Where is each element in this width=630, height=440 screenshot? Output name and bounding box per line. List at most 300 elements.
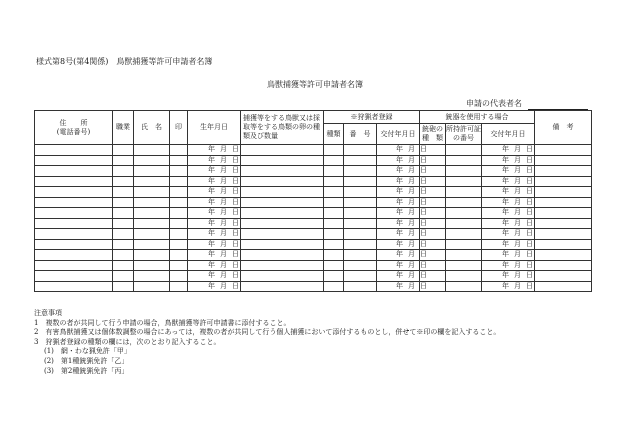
seal-cell[interactable]	[170, 281, 188, 292]
hunting-type-cell[interactable]	[324, 197, 344, 208]
date-unit-day: 日	[420, 250, 427, 259]
form-title: 鳥獣捕獲等許可申請者名簿	[267, 80, 363, 89]
table-row	[35, 260, 592, 271]
date-unit-month: 月	[514, 145, 522, 154]
hunting-type-cell[interactable]	[324, 239, 344, 250]
date-unit-month: 月	[514, 166, 522, 175]
table-row	[35, 166, 592, 177]
date-unit-year: 年	[396, 229, 403, 238]
occupation-cell[interactable]	[113, 218, 134, 229]
hunting-issue-date-cell[interactable]	[377, 250, 427, 261]
gun-issue-date-cell[interactable]	[482, 218, 535, 229]
seal-cell[interactable]	[170, 239, 188, 250]
name-cell[interactable]	[134, 229, 170, 240]
date-unit-year: 年	[208, 239, 215, 248]
date-unit-year: 年	[502, 187, 510, 196]
header-address	[35, 111, 113, 145]
name-cell[interactable]	[134, 271, 170, 282]
date-unit-year: 年	[396, 176, 403, 185]
address-cell[interactable]	[35, 166, 113, 177]
birth-date-cell[interactable]	[188, 218, 241, 229]
address-cell[interactable]	[35, 145, 113, 156]
date-unit-year: 年	[208, 271, 215, 280]
hunting-number-cell[interactable]	[344, 239, 377, 250]
form-reference: 様式第8号(第4関係) 鳥獣捕獲等許可申請者名簿	[36, 57, 213, 66]
address-cell[interactable]	[35, 271, 113, 282]
date-unit-day: 日	[420, 271, 427, 280]
name-cell[interactable]	[134, 155, 170, 166]
date-unit-year: 年	[208, 155, 215, 164]
register-body	[35, 145, 592, 292]
occupation-cell[interactable]	[113, 187, 134, 198]
notes-heading: 注意事項	[34, 309, 62, 317]
hunting-number-cell[interactable]	[344, 260, 377, 271]
hunting-issue-date-cell[interactable]	[377, 271, 427, 282]
species-cell[interactable]	[241, 155, 324, 166]
date-unit-day: 日	[526, 239, 534, 248]
remarks-cell[interactable]	[535, 218, 592, 229]
gun-permit-number-cell[interactable]	[446, 166, 482, 177]
date-unit-year: 年	[396, 197, 403, 206]
hunting-number-cell[interactable]	[344, 271, 377, 282]
date-unit-month: 月	[408, 271, 415, 280]
name-cell[interactable]	[134, 250, 170, 261]
gun-permit-number-cell[interactable]	[446, 229, 482, 240]
species-cell[interactable]	[241, 197, 324, 208]
header-gun-issue-date: 交付年月日	[482, 124, 535, 145]
remarks-cell[interactable]	[535, 250, 592, 261]
seal-cell[interactable]	[170, 166, 188, 177]
header-occupation: 職業	[113, 111, 134, 145]
date-unit-year: 年	[396, 260, 403, 269]
date-unit-month: 月	[514, 155, 522, 164]
header-birth: 生年月日	[188, 111, 241, 145]
occupation-cell[interactable]	[113, 176, 134, 187]
hunting-type-cell[interactable]	[324, 176, 344, 187]
table-row	[35, 239, 592, 250]
gun-permit-number-cell[interactable]	[446, 145, 482, 156]
table-row	[35, 187, 592, 198]
occupation-cell[interactable]	[113, 260, 134, 271]
address-cell[interactable]	[35, 281, 113, 292]
table-row	[35, 197, 592, 208]
gun-issue-date-cell[interactable]	[482, 260, 535, 271]
date-unit-day: 日	[420, 176, 427, 185]
birth-date-cell[interactable]	[188, 239, 241, 250]
gun-permit-number-cell[interactable]	[446, 197, 482, 208]
seal-cell[interactable]	[170, 260, 188, 271]
date-unit-day: 日	[420, 239, 427, 248]
date-unit-year: 年	[502, 271, 510, 280]
birth-date-cell[interactable]	[188, 197, 241, 208]
date-unit-day: 日	[232, 250, 239, 259]
date-unit-month: 月	[408, 176, 415, 185]
occupation-cell[interactable]	[113, 229, 134, 240]
remarks-cell[interactable]	[535, 187, 592, 198]
birth-date-cell[interactable]	[188, 229, 241, 240]
species-cell[interactable]	[241, 250, 324, 261]
date-unit-year: 年	[502, 281, 510, 290]
date-unit-year: 年	[396, 187, 403, 196]
gun-permit-number-cell[interactable]	[446, 271, 482, 282]
birth-date-cell[interactable]	[188, 281, 241, 292]
date-unit-month: 月	[220, 176, 227, 185]
gun-permit-number-cell[interactable]	[446, 176, 482, 187]
note-sub-item: (1) 網・わな猟免許「甲」	[44, 347, 131, 356]
date-unit-month: 月	[220, 187, 227, 196]
date-unit-day: 日	[526, 260, 534, 269]
address-cell[interactable]	[35, 187, 113, 198]
gun-issue-date-cell[interactable]	[482, 229, 535, 240]
date-unit-month: 月	[514, 176, 522, 185]
birth-date-cell[interactable]	[188, 176, 241, 187]
date-unit-day: 日	[420, 260, 427, 269]
hunting-issue-date-cell[interactable]	[377, 197, 427, 208]
name-cell[interactable]	[134, 187, 170, 198]
name-cell[interactable]	[134, 281, 170, 292]
hunting-type-cell[interactable]	[324, 208, 344, 219]
hunting-issue-date-cell[interactable]	[377, 239, 427, 250]
address-cell[interactable]	[35, 197, 113, 208]
remarks-cell[interactable]	[535, 271, 592, 282]
hunting-number-cell[interactable]	[344, 250, 377, 261]
date-unit-day: 日	[526, 271, 534, 280]
hunting-number-cell[interactable]	[344, 176, 377, 187]
occupation-cell[interactable]	[113, 271, 134, 282]
species-cell[interactable]	[241, 166, 324, 177]
address-cell[interactable]	[35, 176, 113, 187]
hunting-type-cell[interactable]	[324, 281, 344, 292]
date-unit-month: 月	[408, 218, 415, 227]
occupation-cell[interactable]	[113, 155, 134, 166]
name-cell[interactable]	[134, 208, 170, 219]
note-sub-item: (2) 第1種銃猟免許「乙」	[44, 356, 129, 365]
date-unit-year: 年	[208, 197, 215, 206]
date-unit-day: 日	[420, 197, 427, 206]
table-row	[35, 208, 592, 219]
birth-date-cell[interactable]	[188, 166, 241, 177]
note-item: 1 複数の者が共同して行う申請の場合，鳥獣捕獲等許可申請書に添付すること。	[34, 318, 291, 327]
hunting-issue-date-cell[interactable]	[377, 145, 427, 156]
date-unit-day: 日	[420, 218, 427, 227]
date-unit-year: 年	[502, 250, 510, 259]
date-unit-day: 日	[420, 145, 427, 154]
birth-date-cell[interactable]	[188, 145, 241, 156]
seal-cell[interactable]	[170, 187, 188, 198]
date-unit-month: 月	[220, 281, 227, 290]
hunting-issue-date-cell[interactable]	[377, 260, 427, 271]
note-item: 2 有害鳥獣捕獲又は個体数調整の場合にあっては，複数の者が共同して行う個人捕獲において添付するものとし，併せて※印の欄を記入すること。	[34, 328, 501, 337]
date-unit-month: 月	[220, 197, 227, 206]
header-hunting-number: 番 号	[344, 124, 377, 145]
gun-permit-number-cell[interactable]	[446, 208, 482, 219]
remarks-cell[interactable]	[535, 166, 592, 177]
gun-issue-date-cell[interactable]	[482, 187, 535, 198]
date-unit-month: 月	[514, 239, 522, 248]
gun-issue-date-cell[interactable]	[482, 176, 535, 187]
name-cell[interactable]	[134, 218, 170, 229]
hunting-issue-date-cell[interactable]	[377, 208, 427, 219]
date-unit-year: 年	[502, 208, 510, 217]
gun-issue-date-cell[interactable]	[482, 239, 535, 250]
date-unit-month: 月	[220, 208, 227, 217]
birth-date-cell[interactable]	[188, 187, 241, 198]
date-unit-month: 月	[408, 187, 415, 196]
date-unit-year: 年	[396, 239, 403, 248]
date-unit-month: 月	[220, 218, 227, 227]
date-unit-year: 年	[396, 271, 403, 280]
remarks-cell[interactable]	[535, 145, 592, 156]
date-unit-year: 年	[502, 229, 510, 238]
date-unit-day: 日	[232, 281, 239, 290]
date-unit-month: 月	[220, 166, 227, 175]
date-unit-day: 日	[420, 208, 427, 217]
date-unit-year: 年	[396, 208, 403, 217]
date-unit-day: 日	[526, 197, 534, 206]
header-hunting-registration: ※狩猟者登録	[324, 111, 420, 124]
address-cell[interactable]	[35, 239, 113, 250]
name-cell[interactable]	[134, 166, 170, 177]
name-cell[interactable]	[134, 239, 170, 250]
birth-date-cell[interactable]	[188, 155, 241, 166]
hunting-type-cell[interactable]	[324, 260, 344, 271]
seal-cell[interactable]	[170, 250, 188, 261]
date-unit-day: 日	[526, 187, 534, 196]
date-unit-year: 年	[502, 155, 510, 164]
species-cell[interactable]	[241, 260, 324, 271]
gun-issue-date-cell[interactable]	[482, 197, 535, 208]
address-cell[interactable]	[35, 218, 113, 229]
header-hunting-type: 種類	[324, 124, 344, 145]
gun-permit-number-cell[interactable]	[446, 239, 482, 250]
gun-permit-number-cell[interactable]	[446, 250, 482, 261]
table-row	[35, 176, 592, 187]
birth-date-cell[interactable]	[188, 260, 241, 271]
date-unit-day: 日	[526, 229, 534, 238]
date-unit-year: 年	[502, 197, 510, 206]
date-unit-month: 月	[408, 208, 415, 217]
hunting-number-cell[interactable]	[344, 145, 377, 156]
hunting-issue-date-cell[interactable]	[377, 176, 427, 187]
date-unit-year: 年	[502, 218, 510, 227]
remarks-cell[interactable]	[535, 197, 592, 208]
remarks-cell[interactable]	[535, 260, 592, 271]
species-cell[interactable]	[241, 218, 324, 229]
date-unit-month: 月	[220, 145, 227, 154]
hunting-number-cell[interactable]	[344, 197, 377, 208]
birth-date-cell[interactable]	[188, 250, 241, 261]
seal-cell[interactable]	[170, 145, 188, 156]
hunting-number-cell[interactable]	[344, 187, 377, 198]
date-unit-month: 月	[220, 239, 227, 248]
date-unit-month: 月	[220, 271, 227, 280]
remarks-cell[interactable]	[535, 155, 592, 166]
header-gun-use: 銃器を使用する場合	[420, 111, 535, 124]
date-unit-month: 月	[220, 250, 227, 259]
date-unit-day: 日	[232, 271, 239, 280]
date-unit-month: 月	[514, 187, 522, 196]
hunting-type-cell[interactable]	[324, 155, 344, 166]
name-cell[interactable]	[134, 197, 170, 208]
date-unit-day: 日	[420, 229, 427, 238]
hunting-number-cell[interactable]	[344, 166, 377, 177]
applicant-register-table	[34, 110, 592, 292]
occupation-cell[interactable]	[113, 208, 134, 219]
date-unit-month: 月	[514, 271, 522, 280]
header-address-label: 住 所	[59, 118, 88, 127]
gun-issue-date-cell[interactable]	[482, 281, 535, 292]
hunting-issue-date-cell[interactable]	[377, 187, 427, 198]
date-unit-month: 月	[514, 260, 522, 269]
occupation-cell[interactable]	[113, 166, 134, 177]
date-unit-day: 日	[526, 155, 534, 164]
table-row	[35, 281, 592, 292]
representative-label: 申請の代表者名	[466, 99, 522, 108]
gun-issue-date-cell[interactable]	[482, 250, 535, 261]
gun-issue-date-cell[interactable]	[482, 155, 535, 166]
date-unit-day: 日	[232, 208, 239, 217]
hunting-type-cell[interactable]	[324, 250, 344, 261]
species-cell[interactable]	[241, 176, 324, 187]
date-unit-year: 年	[502, 166, 510, 175]
table-row	[35, 155, 592, 166]
date-unit-year: 年	[502, 176, 510, 185]
hunting-number-cell[interactable]	[344, 208, 377, 219]
seal-cell[interactable]	[170, 197, 188, 208]
date-unit-day: 日	[526, 208, 534, 217]
gun-permit-number-cell[interactable]	[446, 155, 482, 166]
occupation-cell[interactable]	[113, 197, 134, 208]
date-unit-day: 日	[232, 218, 239, 227]
note-sub-item: (3) 第2種銃猟免許「丙」	[44, 366, 129, 375]
address-cell[interactable]	[35, 250, 113, 261]
name-cell[interactable]	[134, 145, 170, 156]
date-unit-day: 日	[232, 155, 239, 164]
hunting-type-cell[interactable]	[324, 229, 344, 240]
hunting-number-cell[interactable]	[344, 281, 377, 292]
header-name: 氏 名	[134, 111, 170, 145]
seal-cell[interactable]	[170, 271, 188, 282]
species-cell[interactable]	[241, 271, 324, 282]
species-cell[interactable]	[241, 229, 324, 240]
gun-issue-date-cell[interactable]	[482, 145, 535, 156]
date-unit-month: 月	[408, 155, 415, 164]
date-unit-month: 月	[220, 229, 227, 238]
seal-cell[interactable]	[170, 208, 188, 219]
remarks-cell[interactable]	[535, 281, 592, 292]
seal-cell[interactable]	[170, 176, 188, 187]
gun-issue-date-cell[interactable]	[482, 208, 535, 219]
gun-permit-number-cell[interactable]	[446, 260, 482, 271]
table-row	[35, 145, 592, 156]
name-cell[interactable]	[134, 176, 170, 187]
hunting-number-cell[interactable]	[344, 155, 377, 166]
date-unit-year: 年	[208, 166, 215, 175]
date-unit-year: 年	[396, 281, 403, 290]
date-unit-day: 日	[420, 187, 427, 196]
date-unit-year: 年	[396, 250, 403, 259]
hunting-number-cell[interactable]	[344, 218, 377, 229]
date-unit-day: 日	[232, 260, 239, 269]
date-unit-year: 年	[208, 229, 215, 238]
date-unit-year: 年	[208, 176, 215, 185]
date-unit-month: 月	[514, 208, 522, 217]
date-unit-day: 日	[420, 281, 427, 290]
date-unit-day: 日	[232, 187, 239, 196]
remarks-cell[interactable]	[535, 208, 592, 219]
date-unit-day: 日	[526, 250, 534, 259]
occupation-cell[interactable]	[113, 281, 134, 292]
species-cell[interactable]	[241, 187, 324, 198]
hunting-type-cell[interactable]	[324, 271, 344, 282]
birth-date-cell[interactable]	[188, 208, 241, 219]
remarks-cell[interactable]	[535, 229, 592, 240]
date-unit-year: 年	[502, 260, 510, 269]
birth-date-cell[interactable]	[188, 271, 241, 282]
gun-permit-number-cell[interactable]	[446, 281, 482, 292]
address-cell[interactable]	[35, 260, 113, 271]
gun-permit-number-cell[interactable]	[446, 187, 482, 198]
date-unit-day: 日	[232, 176, 239, 185]
hunting-issue-date-cell[interactable]	[377, 155, 427, 166]
date-unit-month: 月	[408, 166, 415, 175]
seal-cell[interactable]	[170, 229, 188, 240]
gun-issue-date-cell[interactable]	[482, 271, 535, 282]
species-cell[interactable]	[241, 281, 324, 292]
date-unit-month: 月	[408, 250, 415, 259]
date-unit-year: 年	[396, 145, 403, 154]
address-cell[interactable]	[35, 208, 113, 219]
date-unit-year: 年	[208, 218, 215, 227]
species-cell[interactable]	[241, 145, 324, 156]
header-hunting-issue-date: 交付年月日	[377, 124, 420, 145]
date-unit-year: 年	[502, 145, 510, 154]
remarks-cell[interactable]	[535, 239, 592, 250]
gun-issue-date-cell[interactable]	[482, 166, 535, 177]
hunting-issue-date-cell[interactable]	[377, 218, 427, 229]
address-cell[interactable]	[35, 229, 113, 240]
date-unit-year: 年	[208, 208, 215, 217]
seal-cell[interactable]	[170, 218, 188, 229]
date-unit-year: 年	[396, 166, 403, 175]
date-unit-year: 年	[208, 260, 215, 269]
hunting-issue-date-cell[interactable]	[377, 229, 427, 240]
species-cell[interactable]	[241, 239, 324, 250]
hunting-type-cell[interactable]	[324, 218, 344, 229]
date-unit-year: 年	[396, 155, 403, 164]
date-unit-month: 月	[514, 281, 522, 290]
species-cell[interactable]	[241, 208, 324, 219]
remarks-cell[interactable]	[535, 176, 592, 187]
hunting-type-cell[interactable]	[324, 145, 344, 156]
date-unit-day: 日	[526, 166, 534, 175]
name-cell[interactable]	[134, 260, 170, 271]
header-gun-type: 銃砲の種 類	[420, 124, 446, 145]
date-unit-day: 日	[232, 229, 239, 238]
occupation-cell[interactable]	[113, 239, 134, 250]
hunting-issue-date-cell[interactable]	[377, 166, 427, 177]
occupation-cell[interactable]	[113, 250, 134, 261]
seal-cell[interactable]	[170, 155, 188, 166]
hunting-type-cell[interactable]	[324, 166, 344, 177]
gun-permit-number-cell[interactable]	[446, 218, 482, 229]
hunting-issue-date-cell[interactable]	[377, 281, 427, 292]
hunting-type-cell[interactable]	[324, 187, 344, 198]
occupation-cell[interactable]	[113, 145, 134, 156]
date-unit-month: 月	[408, 260, 415, 269]
address-cell[interactable]	[35, 155, 113, 166]
hunting-number-cell[interactable]	[344, 229, 377, 240]
